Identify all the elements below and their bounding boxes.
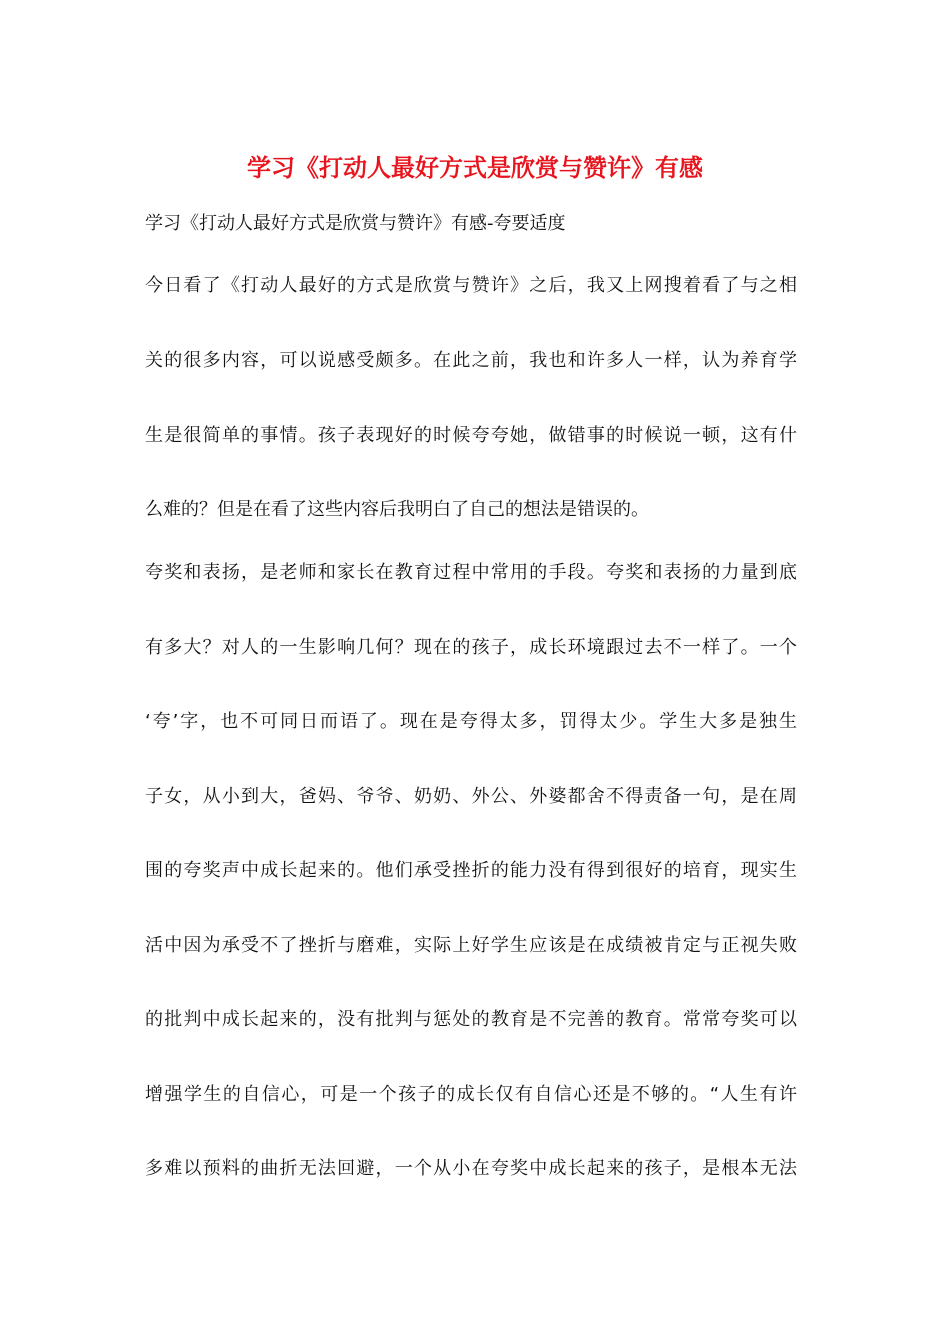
paragraph-line: 生是很简单的事情。孩子表现好的时候夸夸她，做错事的时候说一顿，这有什 bbox=[145, 425, 797, 446]
paragraph-line: 围的夸奖声中成长起来的。他们承受挫折的能力没有得到很好的培育，现实生 bbox=[145, 860, 797, 881]
paragraph-line: 的批判中成长起来的，没有批判与惩处的教育是不完善的教育。常常夸奖可以 bbox=[145, 1009, 797, 1030]
document-subtitle: 学习《打动人最好方式是欣赏与赞许》有感-夸要适度 bbox=[145, 213, 566, 234]
paragraph-line: 活中因为承受不了挫折与磨难，实际上好学生应该是在成绩被肯定与正视失败 bbox=[145, 935, 797, 956]
paragraph-line: 有多大？对人的一生影响几何？现在的孩子，成长环境跟过去不一样了。一个 bbox=[145, 637, 797, 658]
paragraph-line: 关的很多内容，可以说感受颇多。在此之前，我也和许多人一样，认为养育学 bbox=[145, 350, 797, 371]
paragraph-line: 增强学生的自信心，可是一个孩子的成长仅有自信心还是不够的。“人生有许 bbox=[145, 1084, 797, 1105]
document-title: 学习《打动人最好方式是欣赏与赞许》有感 bbox=[247, 153, 703, 182]
paragraph-line: 么难的？但是在看了这些内容后我明白了自己的想法是错误的。 bbox=[145, 499, 649, 520]
paragraph-line: ‘夸’字，也不可同日而语了。现在是夸得太多，罚得太少。学生大多是独生 bbox=[145, 711, 797, 732]
paragraph-line: 子女，从小到大，爸妈、爷爷、奶奶、外公、外婆都舍不得责备一句，是在周 bbox=[145, 786, 797, 807]
paragraph-line: 夸奖和表扬，是老师和家长在教育过程中常用的手段。夸奖和表扬的力量到底 bbox=[145, 562, 797, 583]
paragraph-line: 多难以预料的曲折无法回避，一个从小在夸奖中成长起来的孩子，是根本无法 bbox=[145, 1158, 797, 1179]
paragraph-line: 今日看了《打动人最好的方式是欣赏与赞许》之后，我又上网搜着看了与之相 bbox=[145, 275, 797, 296]
